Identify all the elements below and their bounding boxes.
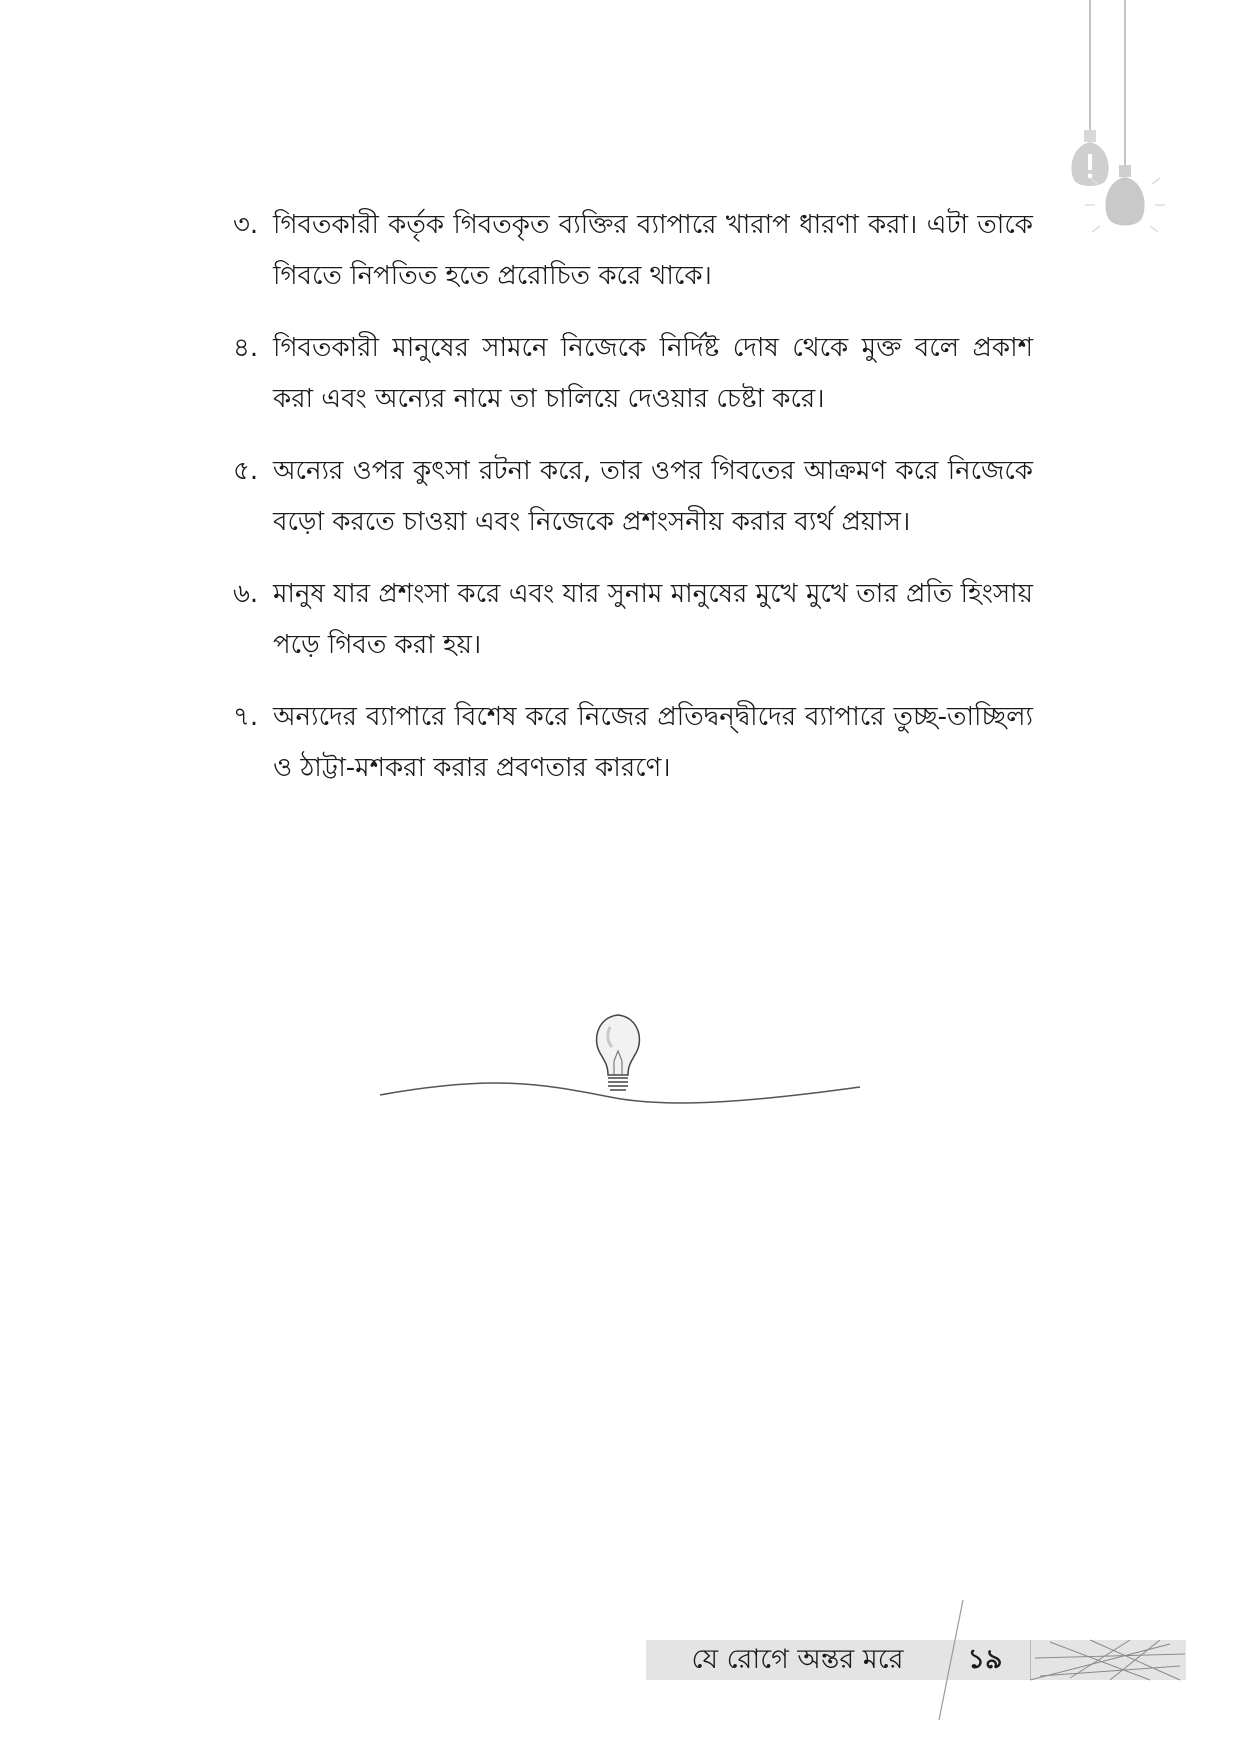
list-item xyxy=(233,692,1033,794)
hanging-bulbs-icon xyxy=(1050,0,1180,250)
page-number: ১৯ xyxy=(967,1644,1003,1675)
item-text: অন্যের ওপর কুৎসা রটনা করে, তার ওপর গিবতের আক্রমণ করে নিজেকে বড়ো করতে চাওয়া এবং নিজেকে প্রশংসনীয় করার ব্যর্থ প্রয়াস। xyxy=(273,456,1033,537)
book-title: যে রোগে অন্তর মরে xyxy=(691,1644,904,1675)
item-number: ৪. xyxy=(233,333,259,363)
footer-scribble-icon xyxy=(1030,1636,1186,1684)
reasons-list xyxy=(233,200,1033,815)
item-text: মানুষ যার প্রশংসা করে এবং যার সুনাম মানুষের মুখে মুখে তার প্রতি হিংসায় পড়ে গিবত করা হয়। xyxy=(273,579,1033,660)
list-item xyxy=(233,569,1033,671)
bulb-divider-icon xyxy=(370,1005,870,1115)
item-text: গিবতকারী কর্তৃক গিবতকৃত ব্যক্তির ব্যাপারে খারাপ ধারণা করা। এটা তাকে গিবতে নিপতিত হতে প্ররোচিত করে থাকে। xyxy=(273,210,1033,291)
list-item xyxy=(233,446,1033,548)
list-item xyxy=(233,200,1033,302)
list-item xyxy=(233,323,1033,425)
footer-divider-line xyxy=(935,1600,965,1720)
item-number: ৭. xyxy=(233,702,259,732)
item-number: ৩. xyxy=(233,210,259,240)
item-number: ৫. xyxy=(233,456,259,486)
item-number: ৬. xyxy=(233,579,259,609)
item-text: অন্যদের ব্যাপারে বিশেষ করে নিজের প্রতিদ্বন্দ্বীদের ব্যাপারে তুচ্ছ-তাচ্ছিল্য ও ঠাট্টা-মশকরা করার প্রবণতার কারণে। xyxy=(273,702,1033,783)
item-text: গিবতকারী মানুষের সামনে নিজেকে নির্দিষ্ট দোষ থেকে মুক্ত বলে প্রকাশ করা এবং অন্যের নামে তা চালিয়ে দেওয়ার চেষ্টা করে। xyxy=(273,333,1034,414)
